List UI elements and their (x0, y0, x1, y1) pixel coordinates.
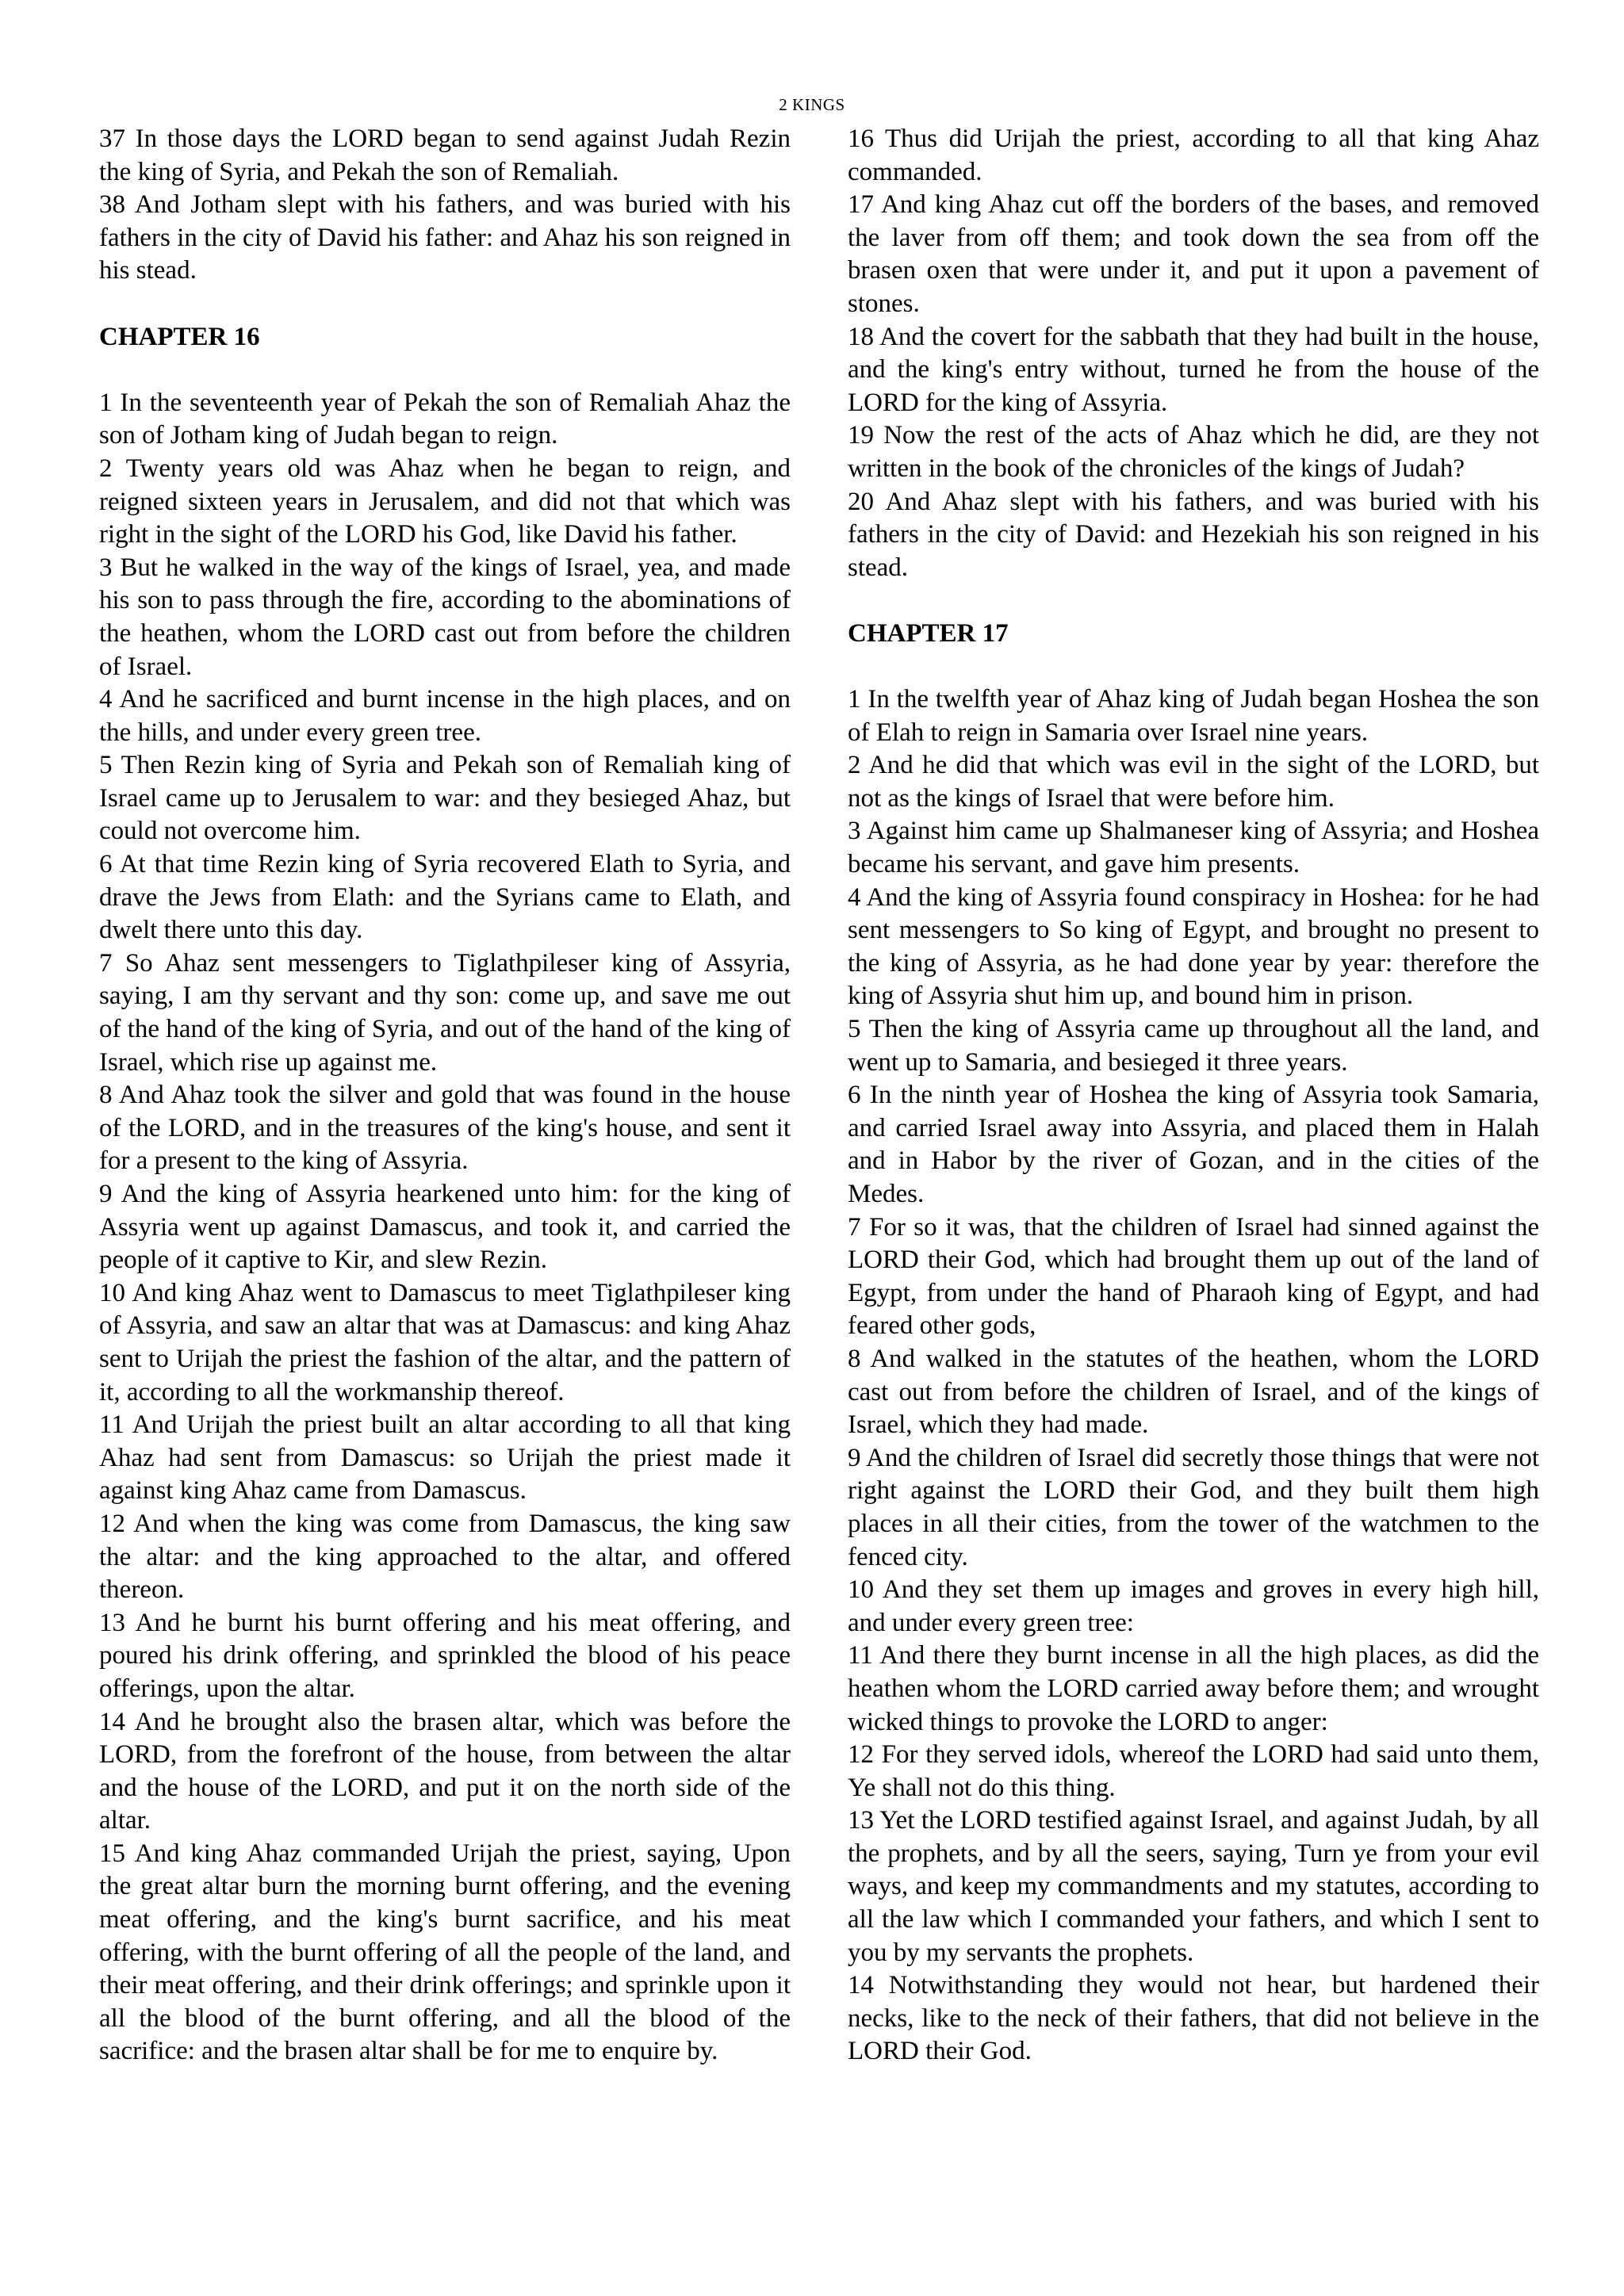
verse: 20 And Ahaz slept with his fathers, and was buried with his fathers in the city of David: and Hezekiah his son reigned in his stead. (848, 487, 1539, 582)
verse: 4 And he sacrificed and burnt incense in the high places, and on the hills, and under every green tree. (99, 685, 791, 747)
verse: 12 And when the king was come from Damascus, the king saw the altar: and the king approached to the altar, and offered thereon. (99, 1509, 791, 1605)
verse: 1 In the seventeenth year of Pekah the son of Remaliah Ahaz the son of Jotham king of Judah began to reign. (99, 388, 791, 450)
verse: 16 Thus did Urijah the priest, according to all that king Ahaz commanded. (848, 124, 1539, 186)
verse: 38 And Jotham slept with his fathers, and was buried with his fathers in the city of David his father: and Ahaz his son reigned in his stead. (99, 190, 791, 285)
verse: 6 In the ninth year of Hoshea the king of Assyria took Samaria, and carried Israel away into Assyria, and placed them in Halah and in Habor by the river of Gozan, and in the cities of the Medes. (848, 1081, 1539, 1208)
verse: 13 Yet the LORD testified against Israel, and against Judah, by all the prophets, and by all the seers, saying, Turn ye from your evil ways, and keep my commandments and my statutes, according to all the law which I commanded your fathers, and which I sent to you by my servants the prophets. (848, 1806, 1539, 1967)
verse: 9 And the king of Assyria hearkened unto him: for the king of Assyria went up against Damascus, and took it, and carried the people of it captive to Kir, and slew Rezin. (99, 1180, 791, 1275)
verse: 4 And the king of Assyria found conspiracy in Hoshea: for he had sent messengers to So king of Egypt, and brought no present to the king of Assyria, as he had done year by year: therefore the king of Assyria shut him up, and bound him in prison. (848, 882, 1539, 1011)
verse: 5 Then the king of Assyria came up throughout all the land, and went up to Samaria, and besieged it three years. (848, 1015, 1539, 1077)
verse: 8 And Ahaz took the silver and gold that was found in the house of the LORD, and in the treasures of the king's house, and sent it for a present to the king of Assyria. (99, 1081, 791, 1176)
verse: 3 Against him came up Shalmaneser king of Assyria; and Hoshea became his servant, and gave him presents. (848, 817, 1539, 879)
verse: 14 Notwithstanding they would not hear, but hardened their necks, like to the neck of their fathers, that did not believe in the LORD their God. (848, 1971, 1539, 2066)
verse: 2 Twenty years old was Ahaz when he began to reign, and reigned sixteen years in Jerusalem, and did not that which was right in the sight of the LORD his God, like David his father. (99, 453, 791, 549)
verse: 1 In the twelfth year of Ahaz king of Judah began Hoshea the son of Elah to reign in Samaria over Israel nine years. (848, 685, 1539, 747)
verse: 18 And the covert for the sabbath that they had built in the house, and the king's entry without, turned he from the house of the LORD for the king of Assyria. (848, 322, 1539, 417)
verse: 7 For so it was, that the children of Israel had sinned against the LORD their God, which had brought them up out of the land of Egypt, from under the hand of Pharaoh king of Egypt, and had feared other gods, (848, 1212, 1539, 1341)
verse: 10 And king Ahaz went to Damascus to meet Tiglathpileser king of Assyria, and saw an altar that was at Damascus: and king Ahaz sent to Urijah the priest the fashion of the altar, and the pattern of it, according to all the workmanship thereof. (99, 1278, 791, 1406)
verse: 2 And he did that which was evil in the sight of the LORD, but not as the kings of Israel that were before him. (848, 751, 1539, 813)
verse: 7 So Ahaz sent messengers to Tiglathpileser king of Assyria, saying, I am thy servant and thy son: come up, and save me out of the hand of the king of Syria, and out of the hand of the king of Israel, which rise up against me. (99, 948, 791, 1077)
right-column (848, 123, 1539, 2068)
verse: 11 And there they burnt incense in all the high places, as did the heathen whom the LORD carried away before them; and wrought wicked things to provoke the LORD to anger: (848, 1641, 1539, 1736)
verse: 15 And king Ahaz commanded Urijah the priest, saying, Upon the great altar burn the morning burnt offering, and the evening meat offering, and the king's burnt sacrifice, and his meat offering, with the burnt offering of all the people of the land, and their meat offering, and their drink offerings; and sprinkle upon it all the blood of the burnt offering, and all the blood of the sacrifice: and the brasen altar shall be for me to enquire by. (99, 1839, 791, 2066)
verse: 5 Then Rezin king of Syria and Pekah son of Remaliah king of Israel came up to Jerusalem to war: and they besieged Ahaz, but could not overcome him. (99, 751, 791, 846)
verse: 17 And king Ahaz cut off the borders of the bases, and removed the laver from off them; and took down the sea from off the brasen oxen that were under it, and put it upon a pavement of stones. (848, 190, 1539, 318)
left-column (99, 123, 791, 2068)
verse: 13 And he burnt his burnt offering and his meat offering, and poured his drink offering, and sprinkled the blood of his peace offerings, upon the altar. (99, 1608, 791, 1703)
verse: 3 But he walked in the way of the kings of Israel, yea, and made his son to pass through the fire, according to the abominations of the heathen, whom the LORD cast out from before the children of Israel. (99, 553, 791, 681)
chapter-heading: CHAPTER 17 (848, 618, 1009, 648)
verse: 11 And Urijah the priest built an altar according to all that king Ahaz had sent from Damascus: so Urijah the priest made it against king Ahaz came from Damascus. (99, 1410, 791, 1506)
verse: 14 And he brought also the brasen altar, which was before the LORD, from the forefront of the house, from between the altar and the house of the LORD, and put it on the north side of the altar. (99, 1707, 791, 1835)
verse: 6 At that time Rezin king of Syria recovered Elath to Syria, and drave the Jews from Elath: and the Syrians came to Elath, and dwelt there unto this day. (99, 850, 791, 945)
verse: 12 For they served idols, whereof the LORD had said unto them, Ye shall not do this thing. (848, 1740, 1539, 1802)
chapter-heading: CHAPTER 16 (99, 322, 260, 351)
verse: 19 Now the rest of the acts of Ahaz which he did, are they not written in the book of the chronicles of the kings of Judah? (848, 421, 1539, 483)
verse: 37 In those days the LORD began to send against Judah Rezin the king of Syria, and Pekah the son of Remaliah. (99, 124, 791, 186)
verse: 9 And the children of Israel did secretly those things that were not right against the LORD their God, and they built them high places in all their cities, from the tower of the watchmen to the fenced city. (848, 1443, 1539, 1571)
verse: 8 And walked in the statutes of the heathen, whom the LORD cast out from before the children of Israel, and of the kings of Israel, which they had made. (848, 1344, 1539, 1440)
verse: 10 And they set them up images and groves in every high hill, and under every green tree: (848, 1575, 1539, 1637)
running-header: 2 KINGS (779, 95, 845, 114)
